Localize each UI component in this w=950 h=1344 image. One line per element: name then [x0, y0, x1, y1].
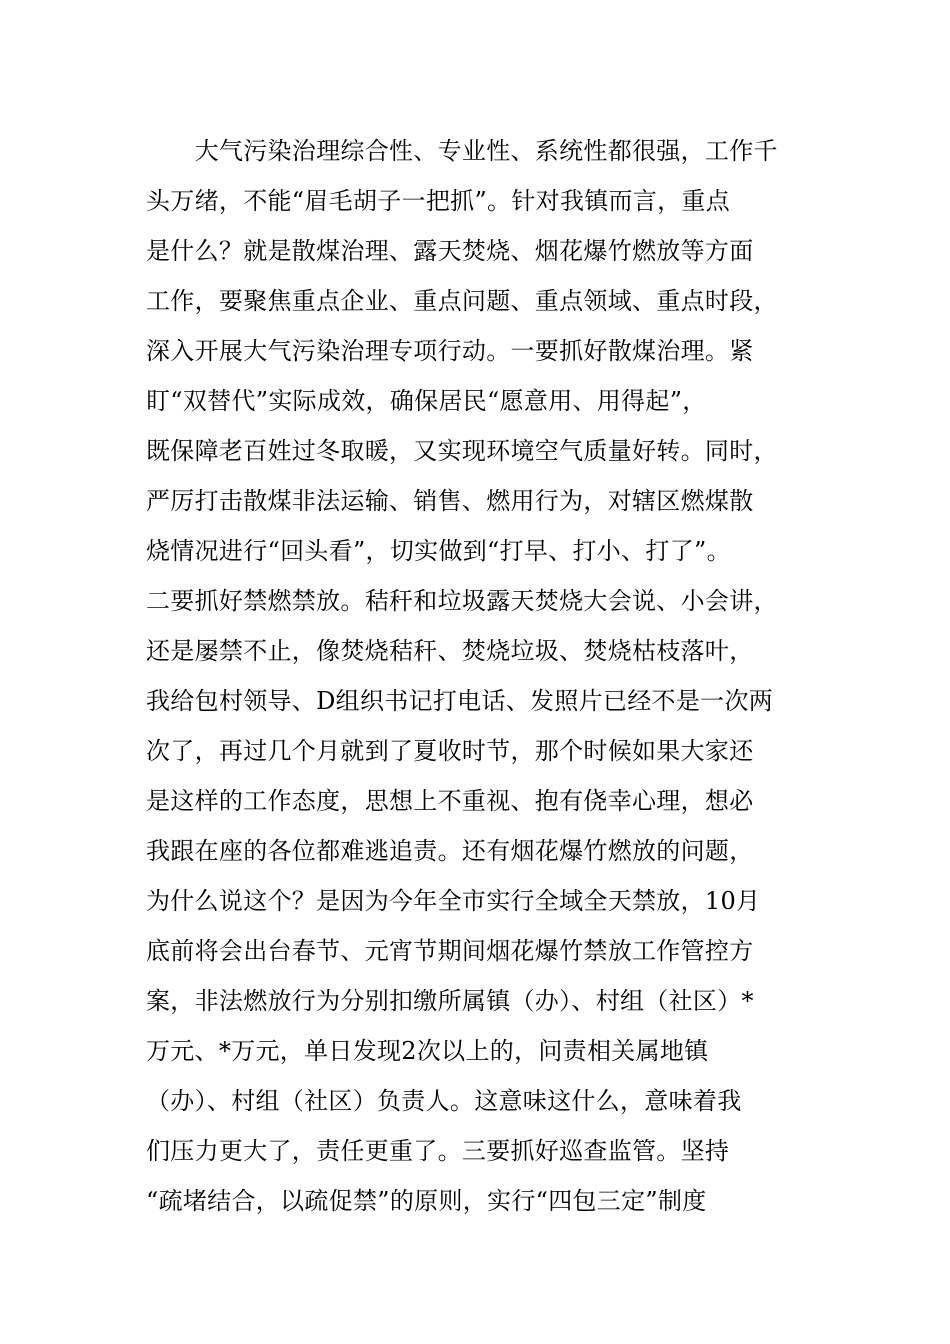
text-line: 是这样的工作态度，思想上不重视、抱有侥幸心理，想必 — [146, 787, 754, 815]
text-line: 烧情况进行“回头看”，切实做到“打早、打小、打了”。 — [146, 537, 731, 565]
text-line: 我给包村领导、D组织书记打电话、发照片已经不是一次两 — [146, 687, 774, 715]
text-line: 盯“双替代”实际成效，确保居民“愿意用、用得起”， — [146, 387, 707, 415]
text-line: 大气污染治理综合性、专业性、系统性都很强，工作千 — [146, 137, 778, 165]
text-line: 为什么说这个？是因为今年全市实行全域全天禁放，10月 — [146, 887, 761, 915]
text-line: 是什么？就是散煤治理、露天焚烧、烟花爆竹燃放等方面 — [146, 237, 754, 265]
text-line: 次了，再过几个月就到了夏收时节，那个时候如果大家还 — [146, 737, 754, 765]
text-line: 们压力更大了，责任更重了。三要抓好巡查监管。坚持 — [146, 1137, 730, 1165]
text-line: 还是屡禁不止，像焚烧秸秆、焚烧垃圾、焚烧枯枝落叶， — [146, 637, 754, 665]
text-line: 头万绪，不能“眉毛胡子一把抓”。针对我镇而言，重点 — [146, 187, 731, 215]
body-text — [146, 126, 806, 1226]
text-line: 万元、*万元，单日发现2次以上的，问责相关属地镇 — [146, 1037, 709, 1065]
text-line: 底前将会出台春节、元宵节期间烟花爆竹禁放工作管控方 — [146, 937, 754, 965]
text-line: “疏堵结合，以疏促禁”的原则，实行“四包三定”制度 — [146, 1187, 707, 1215]
text-line: 工作，要聚焦重点企业、重点问题、重点领域、重点时段， — [146, 287, 778, 315]
text-line: 深入开展大气污染治理专项行动。一要抓好散煤治理。紧 — [146, 337, 754, 365]
text-line: 既保障老百姓过冬取暖，又实现环境空气质量好转。同时， — [146, 437, 778, 465]
text-line: （办）、村组（社区）负责人。这意味这什么，意味着我 — [146, 1087, 742, 1115]
text-line: 案，非法燃放行为分别扣缴所属镇（办）、村组（社区）* — [146, 987, 754, 1015]
text-line: 严厉打击散煤非法运输、销售、燃用行为，对辖区燃煤散 — [146, 487, 754, 515]
text-line: 二要抓好禁燃禁放。秸秆和垃圾露天焚烧大会说、小会讲， — [146, 587, 778, 615]
text-line: 我跟在座的各位都难逃追责。还有烟花爆竹燃放的问题， — [146, 837, 754, 865]
